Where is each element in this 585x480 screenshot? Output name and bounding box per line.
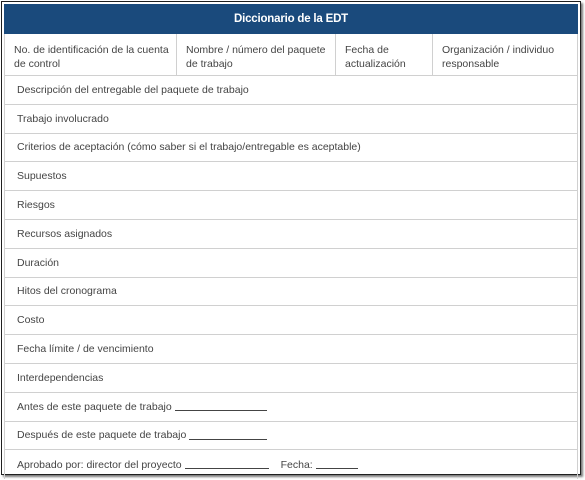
header-update-date: Fecha de actualización <box>336 34 433 75</box>
row-predecessor <box>5 393 577 422</box>
predecessor-blank-line <box>175 402 267 411</box>
row-work-involved: Trabajo involucrado <box>5 105 577 134</box>
row-risks: Riesgos <box>5 191 577 220</box>
row-acceptance-criteria: Criterios de aceptación (cómo saber si el trabajo/entregable es aceptable) <box>5 134 577 163</box>
header-control-account-id: No. de identificación de la cuenta de control <box>5 34 177 75</box>
header-work-package-name: Nombre / número del paquete de trabajo <box>177 34 336 75</box>
successor-blank-line <box>189 431 267 440</box>
row-description: Descripción del entregable del paquete de trabajo <box>5 76 577 105</box>
row-resources: Recursos asignados <box>5 220 577 249</box>
row-interdependencies: Interdependencias <box>5 364 577 393</box>
row-approval <box>5 450 577 479</box>
row-cost: Costo <box>5 306 577 335</box>
approved-by-label: Aprobado por: director del proyecto <box>17 458 182 471</box>
date-label: Fecha: <box>280 458 313 471</box>
row-duration: Duración <box>5 249 577 278</box>
row-assumptions: Supuestos <box>5 162 577 191</box>
wbs-dictionary-form <box>1 1 581 475</box>
row-milestones: Hitos del cronograma <box>5 278 577 307</box>
date-blank-line <box>316 460 358 469</box>
form-title: Diccionario de la EDT <box>4 4 578 34</box>
row-due-date: Fecha límite / de vencimiento <box>5 335 577 364</box>
row-successor <box>5 422 577 451</box>
header-row <box>5 34 577 76</box>
header-responsible-organization: Organización / individuo responsable <box>442 44 555 70</box>
successor-label: Después de este paquete de trabajo <box>17 429 187 442</box>
predecessor-label: Antes de este paquete de trabajo <box>17 400 172 413</box>
form-grid <box>4 34 578 479</box>
approved-by-blank-line <box>185 460 269 469</box>
